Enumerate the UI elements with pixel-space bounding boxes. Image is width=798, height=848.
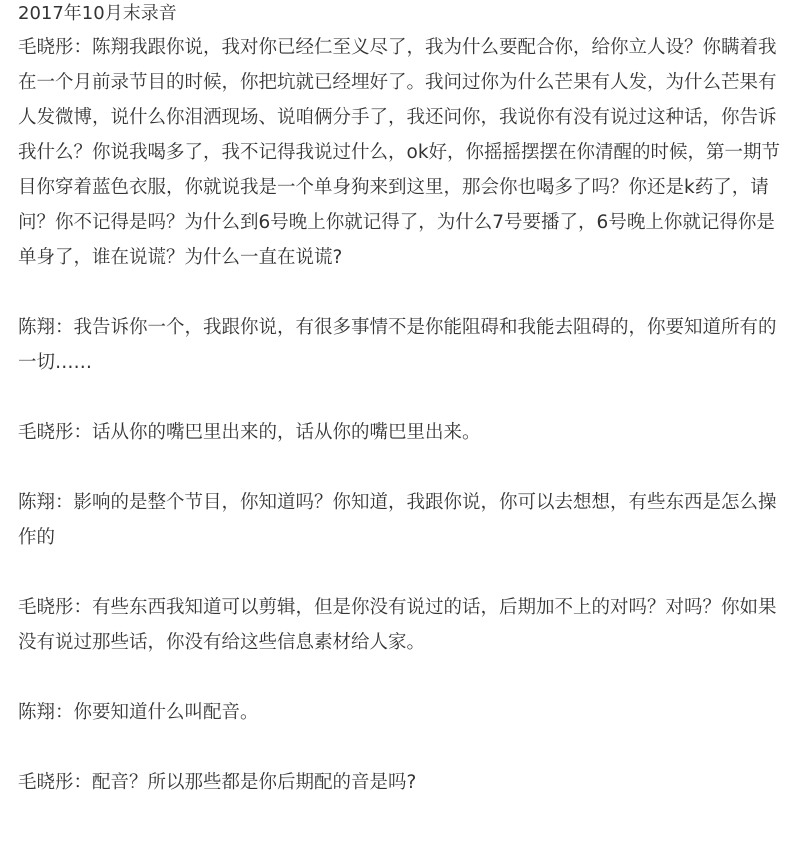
dialogue-paragraph: 毛晓彤：陈翔我跟你说，我对你已经仁至义尽了，我为什么要配合你，给你立人设？你瞒着我在一个月前录节目的时候，你把坑就已经埋好了。我问过你为什么芒果有人发，为什么芒果有人发微博，说什么你泪洒现场、说咱俩分手了，我还问你，我说你有没有说过这种话，你告诉我什么？你说我喝多了，我不记得我说过什么，ok好，你摇摇摆摆在你清醒的时候，第一期节目你穿着蓝色衣服，你就说我是一个单身狗来到这里，那会你也喝多了吗？你还是k药了，请问？你不记得是吗？为什么到6号晚上你就记得了，为什么7号要播了，6号晚上你就记得你是单身了，谁在说谎？为什么一直在说谎? bbox=[18, 37, 781, 268]
dialogue-paragraph: 毛晓彤：有些东西我知道可以剪辑，但是你没有说过的话，后期加不上的对吗？对吗？你如果没有说过那些话，你没有给这些信息素材给人家。 bbox=[18, 597, 777, 653]
dialogue-paragraph: 毛晓彤：配音？所以那些都是你后期配的音是吗? bbox=[18, 772, 417, 793]
dialogue-paragraph: 陈翔：你要知道什么叫配音。 bbox=[18, 702, 259, 723]
dialogue-paragraph: 陈翔：影响的是整个节目，你知道吗？你知道，我跟你说，你可以去想想，有些东西是怎么操作的 bbox=[18, 492, 777, 548]
dialogue-paragraph: 陈翔：我告诉你一个，我跟你说，有很多事情不是你能阻碍和我能去阻碍的，你要知道所有的一切…… bbox=[18, 317, 777, 373]
dialogue-paragraph: 毛晓彤：话从你的嘴巴里出来的，话从你的嘴巴里出来。 bbox=[18, 422, 481, 443]
document-title: 2017年10月末录音 bbox=[18, 3, 177, 24]
